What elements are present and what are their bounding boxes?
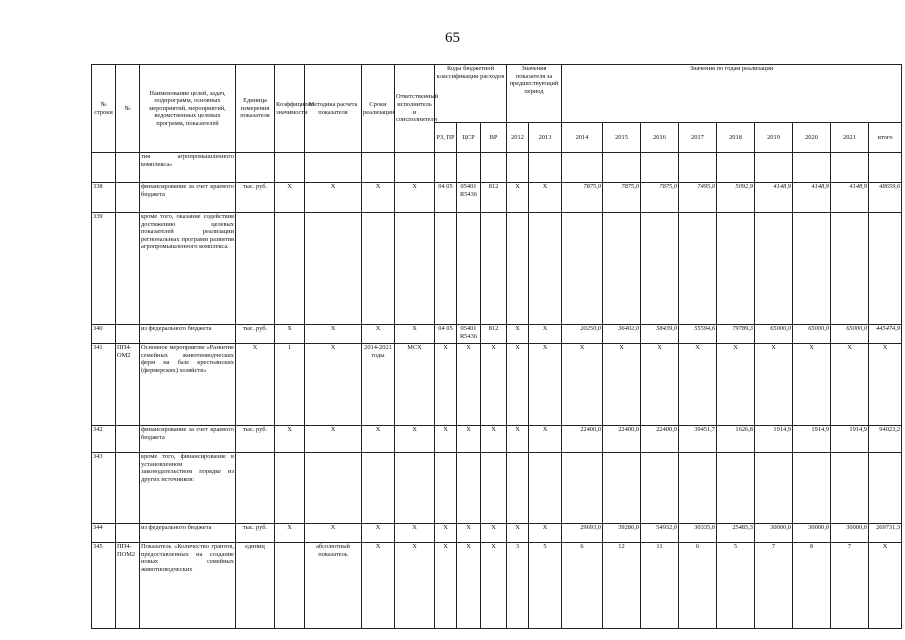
row-coef: X xyxy=(275,325,305,344)
row-year-value: 11 xyxy=(641,543,679,629)
row-year-value xyxy=(755,153,793,183)
row-year-value xyxy=(603,153,641,183)
row-year-value: 22400,0 xyxy=(603,426,641,453)
header-row-num: № строки xyxy=(92,65,116,153)
row-unit: X xyxy=(236,344,275,426)
row-year-value: 6 xyxy=(679,543,717,629)
row-term: X xyxy=(362,183,395,213)
row-rz: X xyxy=(435,426,457,453)
row-method xyxy=(305,153,362,183)
row-term xyxy=(362,213,395,325)
row-vr: X xyxy=(481,344,507,426)
header-year: 2019 xyxy=(755,123,793,153)
row-year-value: 54932,0 xyxy=(641,524,679,543)
header-2013: 2013 xyxy=(529,123,562,153)
row-csr xyxy=(457,153,481,183)
row-code xyxy=(116,453,140,524)
row-number: 345 xyxy=(92,543,116,629)
row-year-value: 7 xyxy=(755,543,793,629)
row-2013: X xyxy=(529,183,562,213)
row-unit xyxy=(236,153,275,183)
row-year-value xyxy=(641,153,679,183)
row-year-value xyxy=(641,453,679,524)
row-vr: X xyxy=(481,426,507,453)
row-year-value: 7875,0 xyxy=(603,183,641,213)
header-years-title: Значения по годам реализации xyxy=(562,65,902,123)
row-coef: X xyxy=(275,426,305,453)
table-row xyxy=(92,426,902,453)
row-name: из федерального бюджета xyxy=(140,524,236,543)
table-row xyxy=(92,543,902,629)
row-executor: МСХ xyxy=(395,344,435,426)
table-row xyxy=(92,213,902,325)
row-2012: X xyxy=(507,183,529,213)
row-executor: X xyxy=(395,183,435,213)
row-year-value: 1914,9 xyxy=(793,426,831,453)
row-total: 48659,6 xyxy=(869,183,902,213)
header-year: 2014 xyxy=(562,123,603,153)
row-year-value xyxy=(755,453,793,524)
row-year-value: X xyxy=(755,344,793,426)
row-code xyxy=(116,325,140,344)
row-2013 xyxy=(529,213,562,325)
header-rz: РЗ, ПР xyxy=(435,123,457,153)
row-vr xyxy=(481,213,507,325)
row-executor: X xyxy=(395,325,435,344)
row-year-value xyxy=(831,153,869,183)
row-name: из федерального бюджета xyxy=(140,325,236,344)
row-2013 xyxy=(529,453,562,524)
table-row xyxy=(92,524,902,543)
row-year-value: X xyxy=(641,344,679,426)
row-executor: X xyxy=(395,426,435,453)
row-csr xyxy=(457,453,481,524)
row-year-value: 5092,9 xyxy=(717,183,755,213)
header-year: 2016 xyxy=(641,123,679,153)
row-2012 xyxy=(507,213,529,325)
table-body xyxy=(92,153,902,629)
table-row xyxy=(92,153,902,183)
row-number: 339 xyxy=(92,213,116,325)
row-rz: X xyxy=(435,524,457,543)
row-year-value: 6 xyxy=(562,543,603,629)
row-code xyxy=(116,213,140,325)
row-csr: X xyxy=(457,426,481,453)
row-year-value xyxy=(793,453,831,524)
row-year-value: X xyxy=(831,344,869,426)
row-2012: X xyxy=(507,524,529,543)
row-code xyxy=(116,183,140,213)
table-row xyxy=(92,183,902,213)
row-number: 343 xyxy=(92,453,116,524)
row-total: 445474,9 xyxy=(869,325,902,344)
row-coef xyxy=(275,453,305,524)
row-vr: 812 xyxy=(481,325,507,344)
row-executor xyxy=(395,153,435,183)
row-unit xyxy=(236,453,275,524)
header-csr: ЦСР xyxy=(457,123,481,153)
row-coef xyxy=(275,543,305,629)
row-total: X xyxy=(869,344,902,426)
row-year-value: 39286,0 xyxy=(603,524,641,543)
row-year-value: 55594,6 xyxy=(679,325,717,344)
row-year-value xyxy=(562,453,603,524)
header-2012: 2012 xyxy=(507,123,529,153)
row-year-value: X xyxy=(717,344,755,426)
row-vr: 812 xyxy=(481,183,507,213)
row-year-value xyxy=(831,453,869,524)
row-year-value: 20250,0 xyxy=(562,325,603,344)
row-2012: 3 xyxy=(507,543,529,629)
table-header xyxy=(92,65,902,153)
row-year-value xyxy=(679,453,717,524)
row-year-value: 30000,0 xyxy=(831,524,869,543)
row-year-value xyxy=(641,213,679,325)
row-coef: X xyxy=(275,183,305,213)
row-year-value xyxy=(562,153,603,183)
row-year-value: 30335,0 xyxy=(679,524,717,543)
row-year-value xyxy=(562,213,603,325)
row-csr: 05401 R5436 xyxy=(457,325,481,344)
row-method: X xyxy=(305,344,362,426)
header-year: 2018 xyxy=(717,123,755,153)
row-2012: X xyxy=(507,426,529,453)
row-coef xyxy=(275,153,305,183)
row-code: ПП4-ОМ2 xyxy=(116,344,140,426)
row-name: кроме того, оказание содействия достижению целевых показателей реализации региональных программ развития агропромышленного комплекса. xyxy=(140,213,236,325)
row-term: 2014-2021 годы xyxy=(362,344,395,426)
row-name: Основное мероприятие «Развитие семейных животноводческих ферм на базе крестьянских (фермерских) хозяйств» xyxy=(140,344,236,426)
row-term xyxy=(362,153,395,183)
row-number: 338 xyxy=(92,183,116,213)
row-rz: 04 05 xyxy=(435,183,457,213)
row-2012: X xyxy=(507,325,529,344)
row-number xyxy=(92,153,116,183)
row-name: Показатель «Количество грантов, предоставленных на создание новых семейных животноводческих xyxy=(140,543,236,629)
row-number: 344 xyxy=(92,524,116,543)
header-year: 2021 xyxy=(831,123,869,153)
row-year-value: 58439,0 xyxy=(641,325,679,344)
row-executor xyxy=(395,453,435,524)
row-code xyxy=(116,426,140,453)
row-unit: тыс. руб. xyxy=(236,325,275,344)
row-total xyxy=(869,213,902,325)
row-name: финансирование за счет краевого бюджета xyxy=(140,183,236,213)
row-method xyxy=(305,213,362,325)
page-number: 65 xyxy=(445,30,460,46)
header-unit: Единица измерения показателя xyxy=(236,65,275,153)
table-row xyxy=(92,325,902,344)
row-2013: 5 xyxy=(529,543,562,629)
row-term: X xyxy=(362,524,395,543)
row-rz: 04 05 xyxy=(435,325,457,344)
row-number: 342 xyxy=(92,426,116,453)
row-year-value: 65000,0 xyxy=(793,325,831,344)
row-name: кроме того, финансирование в установленном законодательством порядке из других источников: xyxy=(140,453,236,524)
header-year: 2017 xyxy=(679,123,717,153)
row-year-value: 1914,9 xyxy=(755,426,793,453)
row-total: 269731,3 xyxy=(869,524,902,543)
row-2012: X xyxy=(507,344,529,426)
row-year-value xyxy=(755,213,793,325)
header-num: № xyxy=(116,65,140,153)
row-csr: X xyxy=(457,524,481,543)
row-year-value: 4148,9 xyxy=(755,183,793,213)
row-method: X xyxy=(305,524,362,543)
row-coef xyxy=(275,213,305,325)
row-year-value: 12 xyxy=(603,543,641,629)
row-vr xyxy=(481,453,507,524)
table-row xyxy=(92,344,902,426)
row-csr xyxy=(457,213,481,325)
row-year-value: 79789,3 xyxy=(717,325,755,344)
row-term: X xyxy=(362,426,395,453)
row-year-value: 29693,0 xyxy=(562,524,603,543)
row-code xyxy=(116,153,140,183)
row-year-value xyxy=(831,213,869,325)
row-unit xyxy=(236,213,275,325)
row-year-value: X xyxy=(603,344,641,426)
row-year-value: 30000,0 xyxy=(793,524,831,543)
row-year-value: X xyxy=(793,344,831,426)
row-year-value: 1914,9 xyxy=(831,426,869,453)
row-year-value: 4148,9 xyxy=(793,183,831,213)
row-year-value: 1626,8 xyxy=(717,426,755,453)
row-year-value: 7875,0 xyxy=(641,183,679,213)
row-unit: тыс. руб. xyxy=(236,524,275,543)
header-total: итого xyxy=(869,123,902,153)
row-year-value: 36402,0 xyxy=(603,325,641,344)
row-year-value: 25485,3 xyxy=(717,524,755,543)
row-year-value: 30000,0 xyxy=(755,524,793,543)
header-method: Методика расчета показателя xyxy=(305,65,362,153)
row-rz xyxy=(435,213,457,325)
row-term xyxy=(362,453,395,524)
table-row xyxy=(92,453,902,524)
row-method: X xyxy=(305,426,362,453)
row-year-value: 5 xyxy=(717,543,755,629)
row-unit: тыс. руб. xyxy=(236,426,275,453)
header-year: 2015 xyxy=(603,123,641,153)
header-year: 2020 xyxy=(793,123,831,153)
row-year-value: 8 xyxy=(793,543,831,629)
budget-table xyxy=(91,64,902,629)
row-year-value: 7875,0 xyxy=(562,183,603,213)
header-name: Наименование целей, задач, подпрограмм, основных мероприятий, мероприятий, ведомственных целевых программ, показателей xyxy=(140,65,236,153)
row-name: тия агропромышленного комплекса» xyxy=(140,153,236,183)
row-year-value xyxy=(679,153,717,183)
row-number: 341 xyxy=(92,344,116,426)
row-2012 xyxy=(507,453,529,524)
row-method: абсолютный показатель xyxy=(305,543,362,629)
row-year-value: 7 xyxy=(831,543,869,629)
row-term: X xyxy=(362,543,395,629)
row-name: финансирование за счет краевого бюджета xyxy=(140,426,236,453)
row-year-value xyxy=(793,213,831,325)
row-csr: X xyxy=(457,344,481,426)
row-year-value: 39451,7 xyxy=(679,426,717,453)
row-total xyxy=(869,153,902,183)
row-year-value: 4148,9 xyxy=(831,183,869,213)
row-2013: X xyxy=(529,325,562,344)
row-code xyxy=(116,524,140,543)
row-vr xyxy=(481,153,507,183)
row-2013: X xyxy=(529,344,562,426)
row-unit: тыс. руб. xyxy=(236,183,275,213)
row-code: ПП4-ПОМ2 xyxy=(116,543,140,629)
row-2013: X xyxy=(529,524,562,543)
row-rz: X xyxy=(435,543,457,629)
row-year-value: 22400,0 xyxy=(562,426,603,453)
header-coef: Коэффициент значимости xyxy=(275,65,305,153)
row-2012 xyxy=(507,153,529,183)
row-rz xyxy=(435,453,457,524)
row-vr: X xyxy=(481,543,507,629)
header-prev-period: Значения показателя за предшествующий период xyxy=(507,65,562,123)
row-csr: 05401 R5436 xyxy=(457,183,481,213)
row-unit: единиц xyxy=(236,543,275,629)
row-method: X xyxy=(305,183,362,213)
row-year-value xyxy=(717,453,755,524)
row-year-value: 7495,0 xyxy=(679,183,717,213)
row-executor xyxy=(395,213,435,325)
row-year-value xyxy=(793,153,831,183)
row-year-value: 65000,0 xyxy=(831,325,869,344)
row-year-value: 22400,0 xyxy=(641,426,679,453)
row-year-value: X xyxy=(562,344,603,426)
header-budget-codes: Коды бюджетной классификации расходов xyxy=(435,65,507,123)
row-number: 340 xyxy=(92,325,116,344)
row-2013 xyxy=(529,153,562,183)
row-method xyxy=(305,453,362,524)
row-total xyxy=(869,453,902,524)
row-year-value: X xyxy=(679,344,717,426)
row-year-value xyxy=(679,213,717,325)
row-total: X xyxy=(869,543,902,629)
header-executor: Ответственный исполнитель и соисполнители xyxy=(395,65,435,153)
row-year-value: 65000,0 xyxy=(755,325,793,344)
row-rz: X xyxy=(435,344,457,426)
row-year-value xyxy=(603,453,641,524)
header-term: Сроки реализации xyxy=(362,65,395,153)
row-rz xyxy=(435,153,457,183)
row-method: X xyxy=(305,325,362,344)
row-executor: X xyxy=(395,524,435,543)
row-csr: X xyxy=(457,543,481,629)
row-total: 94023,2 xyxy=(869,426,902,453)
row-2013: X xyxy=(529,426,562,453)
row-coef: X xyxy=(275,524,305,543)
row-year-value xyxy=(603,213,641,325)
header-vr: ВР xyxy=(481,123,507,153)
row-executor: X xyxy=(395,543,435,629)
row-year-value xyxy=(717,213,755,325)
row-term: X xyxy=(362,325,395,344)
row-year-value xyxy=(717,153,755,183)
row-coef: 1 xyxy=(275,344,305,426)
row-vr: X xyxy=(481,524,507,543)
